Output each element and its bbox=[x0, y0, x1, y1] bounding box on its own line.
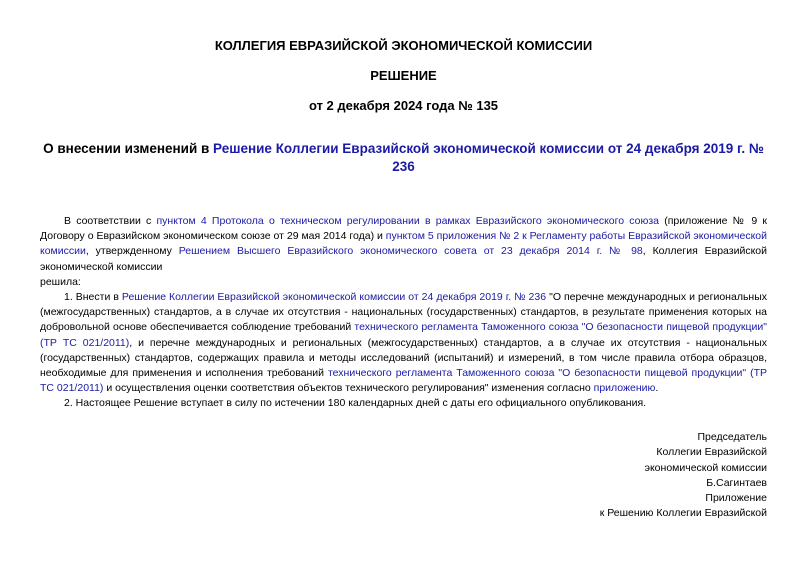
decided-label: решила: bbox=[40, 275, 81, 288]
clause-1 bbox=[40, 290, 767, 396]
signatory-title-3: экономической комиссии bbox=[644, 461, 767, 474]
appendix-heading: Приложение bbox=[705, 492, 767, 505]
preamble-text-4: , Коллегия Евразийской экономической комиссии bbox=[40, 245, 767, 273]
preamble-text-2: (приложение № 9 к Договору о Евразийском экономическом союзе от 29 мая 2014 года) и bbox=[40, 215, 768, 243]
regulation-link[interactable]: пунктом 5 приложения № 2 к Регламенту работы Евразийской экономической комиссии bbox=[40, 230, 767, 258]
tr-ts-021-link-2[interactable]: технического регламента Таможенного союза "О безопасности пищевой продукции" (ТР ТС 021/2011) bbox=[40, 367, 767, 395]
clause-1-text-2: "О перечне международных и региональных (межгосударственных) стандартов, а в случае их отсутствия - национальных (государственных) стандартов, в результате применения которых на добровольной основе обеспечивается соблюдение требований bbox=[40, 291, 768, 334]
protocol-link[interactable]: пунктом 4 Протокола о техническом регулировании в рамках Евразийского экономического союза bbox=[156, 215, 659, 227]
document-type: РЕШЕНИЕ bbox=[370, 68, 437, 83]
document-body bbox=[40, 214, 767, 412]
clause-1-text-3: , и перечне международных и региональных (межгосударственных) стандартов, а в случае их отсутствия - национальных (государственных) стандартов, содержащих правила и методы исследований (испытаний) и измерений, в том числе правила отбора образцов, необходимые для применения и исполнения требований bbox=[40, 336, 767, 380]
subject-prefix: О внесении изменений в bbox=[43, 141, 214, 156]
signatory-title-2: Коллегии Евразийской bbox=[656, 446, 767, 459]
clause-1-text-5: . bbox=[655, 382, 659, 395]
document-subject bbox=[40, 140, 767, 176]
document-date-number: от 2 декабря 2024 года № 135 bbox=[308, 98, 499, 113]
amended-decision-link[interactable]: Решение Коллегии Евразийской экономической комиссии от 24 декабря 2019 г. № 236 bbox=[121, 291, 547, 304]
appendix-reference: к Решению Коллегии Евразийской bbox=[599, 507, 767, 520]
tr-ts-021-link-1[interactable]: технического регламента Таможенного союза "О безопасности пищевой продукции" (ТР ТС 021/2011) bbox=[40, 321, 767, 349]
subject-decision-link[interactable]: Решение Коллегии Евразийской экономической комиссии от 24 декабря 2019 г. № 236 bbox=[213, 141, 764, 174]
appendix-link[interactable]: приложению bbox=[593, 382, 656, 395]
org-title: КОЛЛЕГИЯ ЕВРАЗИЙСКОЙ ЭКОНОМИЧЕСКОЙ КОМИССИИ bbox=[214, 38, 593, 53]
clause-1-text-4: и осуществления оценки соответствия объектов технического регулирования" изменения согласно bbox=[103, 382, 594, 395]
preamble-paragraph bbox=[40, 214, 767, 275]
signatory-title-1: Председатель bbox=[697, 431, 767, 443]
preamble-text-1: В соответствии с bbox=[64, 215, 157, 227]
signature-block bbox=[467, 430, 767, 522]
clause-1-text-1: 1. Внести в bbox=[64, 291, 122, 304]
clause-2: 2. Настоящее Решение вступает в силу по истечении 180 календарных дней с даты его официального опубликования. bbox=[64, 397, 647, 410]
signatory-name: Б.Сагинтаев bbox=[706, 476, 767, 489]
council-decision-link[interactable]: Решением Высшего Евразийского экономического совета от 23 декабря 2014 г. № 98 bbox=[178, 245, 643, 258]
preamble-text-3: , утвержденному bbox=[85, 245, 179, 258]
